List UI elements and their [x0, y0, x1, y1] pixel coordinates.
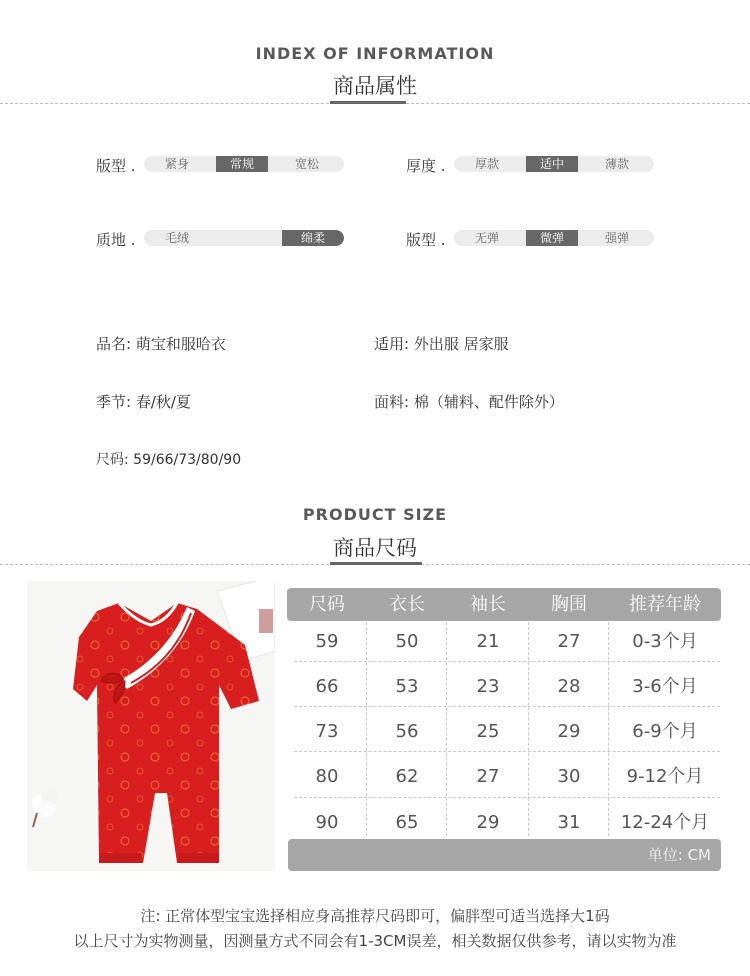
product-photo [27, 581, 275, 871]
note-line: 注: 正常体型宝宝选择相应身高推荐尺码即可，偏胖型可适当选择大1码 [140, 907, 610, 925]
attr-option-selected: 适中 [526, 156, 578, 172]
table-cell: 21 [476, 631, 500, 652]
attr-scale-thickness [454, 156, 654, 172]
table-cell: 50 [395, 631, 419, 652]
table-cell: 53 [395, 676, 419, 697]
attr-scale-texture [144, 230, 344, 246]
attr-option: 无弹 [474, 231, 499, 245]
section-title-underline [330, 562, 422, 565]
size-table-header: 尺码 [309, 594, 345, 615]
attr-scale-stretch [454, 230, 654, 246]
table-cell: 0-3个月 [632, 631, 698, 652]
attr-label-fit: 版型 . [96, 157, 136, 175]
attr-option: 紧身 [164, 157, 189, 171]
table-cell: 9-12个月 [626, 766, 704, 787]
attr-label-thickness: 厚度 . [406, 157, 446, 175]
size-table-header: 推荐年龄 [629, 594, 701, 615]
table-cell: 29 [476, 812, 500, 833]
table-cell: 62 [395, 766, 419, 787]
table-cell: 31 [557, 812, 581, 833]
section-title-cn: 商品属性 [333, 74, 417, 98]
info-usage: 适用: 外出服 居家服 [374, 335, 509, 353]
table-cell: 59 [315, 631, 339, 652]
size-table-header: 胸围 [551, 594, 587, 615]
background-card-art [259, 609, 273, 633]
table-cell: 25 [476, 721, 500, 742]
table-cell: 6-9个月 [632, 721, 698, 742]
table-cell: 65 [395, 812, 419, 833]
table-cell: 80 [315, 766, 339, 787]
attr-option-selected: 常规 [216, 156, 268, 172]
table-cell: 30 [557, 766, 581, 787]
attr-option: 强弹 [604, 231, 629, 245]
section-title-underline [330, 101, 406, 104]
table-cell: 27 [557, 631, 581, 652]
attr-label-stretch: 版型 . [406, 231, 446, 249]
table-cell: 90 [315, 812, 339, 833]
cotton-flower [32, 789, 57, 827]
section-title-en: INDEX OF INFORMATION [255, 44, 495, 63]
table-grid-line [294, 797, 720, 798]
attr-option-selected: 微弹 [526, 230, 578, 246]
section-title-en: PRODUCT SIZE [302, 505, 448, 524]
info-name: 品名: 萌宝和服哈衣 [96, 335, 226, 353]
unit-label: 单位: CM [647, 846, 711, 864]
table-cell: 3-6个月 [632, 676, 698, 697]
attr-option-selected: 绵柔 [282, 230, 344, 246]
table-cell: 73 [315, 721, 339, 742]
info-sizes: 尺码: 59/66/73/80/90 [96, 452, 242, 468]
table-cell: 29 [557, 721, 581, 742]
attr-label-texture: 质地 . [96, 231, 136, 249]
table-grid-line [294, 706, 720, 707]
table-grid-line [294, 751, 720, 752]
attr-option: 宽松 [294, 157, 319, 171]
table-cell: 66 [315, 676, 339, 697]
table-cell: 56 [395, 721, 419, 742]
info-fabric: 面料: 棉（辅料、配件除外） [374, 393, 564, 411]
table-cell: 27 [476, 766, 500, 787]
attr-option: 毛绒 [164, 231, 189, 245]
attr-option: 厚款 [474, 157, 499, 171]
table-cell: 23 [476, 676, 500, 697]
table-grid-line [294, 661, 720, 662]
note-line: 以上尺寸为实物测量，因测量方式不同会有1-3CM误差，相关数据仅供参考，请以实物为准 [73, 932, 677, 950]
attr-option: 薄款 [604, 157, 629, 171]
attr-scale-fit [144, 156, 344, 172]
size-table-header: 袖长 [470, 594, 506, 615]
romper-garment [73, 603, 259, 863]
table-cell: 12-24个月 [620, 812, 710, 833]
section-title-cn: 商品尺码 [333, 536, 417, 560]
info-season: 季节: 春/秋/夏 [96, 393, 191, 411]
table-cell: 28 [557, 676, 581, 697]
size-table-header: 衣长 [389, 594, 425, 615]
